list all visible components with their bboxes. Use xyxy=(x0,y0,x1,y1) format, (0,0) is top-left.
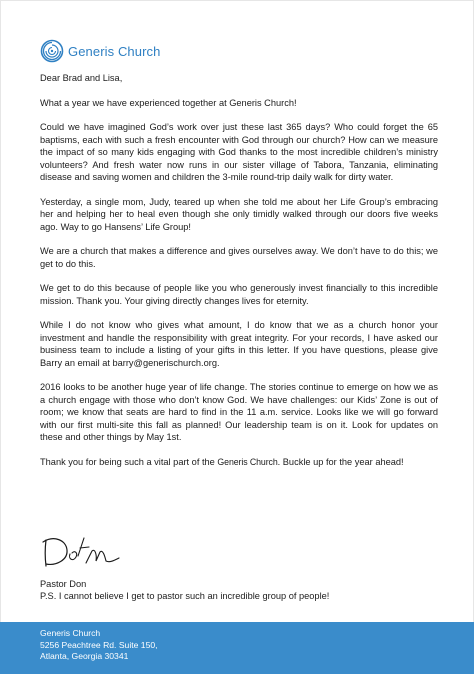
paragraph-impact: Could we have imagined God’s work over just these last 365 days? Who could forget the 65 baptisms, each with such a fresh encounter with God through our church? How can we measure the impact of so many kids engaging with God thanks to the most incredible children’s ministry volunteers? And fresh water now runs in our sister village of Tabora, Tanzania, eliminating disease and saving women and children the 3-mile round-trip daily walk for dirty water. xyxy=(40,122,438,183)
letter-body xyxy=(40,72,438,468)
footer-street: 5256 Peachtree Rd. Suite 150, xyxy=(40,639,158,650)
closing-text-after: . Buckle up for the year ahead! xyxy=(277,456,404,467)
paragraph-opening: What a year we have experienced together at Generis Church! xyxy=(40,97,297,108)
handwritten-signature xyxy=(40,532,122,572)
postscript: P.S. I cannot believe I get to pastor such an incredible group of people! xyxy=(40,591,330,602)
footer-org: Generis Church xyxy=(40,628,101,638)
church-logo xyxy=(40,38,160,64)
sign-off-block xyxy=(40,578,370,603)
logo-brand-secondary: Church xyxy=(114,43,161,59)
closing-text-before: Thank you for being such a vital part of the xyxy=(40,456,218,467)
paragraph-outlook: 2016 looks to be another huge year of life change. The stories continue to emerge on how we as a church engage with those who don’t know God. We have challenges: our Kids’ Zone is out of room; we know that seats are hard to find in the 11 a.m. service. Looks like we will go forward with our first multi-site this fall as planned! Our leadership team is on it. Look for updates on these and other things by May 1st. xyxy=(40,382,438,443)
footer-city: Atlanta, Georgia 30341 xyxy=(40,651,129,661)
closing-brand: Generis Church xyxy=(217,456,278,467)
footer-bar xyxy=(0,622,474,674)
paragraph-integrity: While I do not know who gives what amount, I do know that we as a church honor your investment and handle the responsibility with great integrity. For your records, I have asked our business team to include a listing of your gifts in this letter. If you have questions, please give Barry an email at barry@generischurch.org. xyxy=(40,320,438,368)
generis-spiral-icon xyxy=(40,39,64,63)
salutation: Dear Brad and Lisa, xyxy=(40,73,123,83)
paragraph-difference: We are a church that makes a difference and gives ourselves away. We don’t have to do this; we get to do this. xyxy=(40,246,438,269)
footer-address xyxy=(40,628,158,663)
pastor-name: Pastor Don xyxy=(40,579,87,589)
logo-wordmark xyxy=(68,44,160,59)
logo-brand-primary: Generis xyxy=(68,43,115,59)
paragraph-story: Yesterday, a single mom, Judy, teared up when she told me about her Life Group’s embracing her and helping her to heal even though she only timidly walked through our doors five weeks ago. Way to go Hansens’ Life Group! xyxy=(40,196,438,232)
paragraph-gratitude: We get to do this because of people like you who generously invest financially to this incredible mission. Thank you. Your giving directly changes lives for eternity. xyxy=(40,283,438,306)
paragraph-closing xyxy=(40,456,438,468)
